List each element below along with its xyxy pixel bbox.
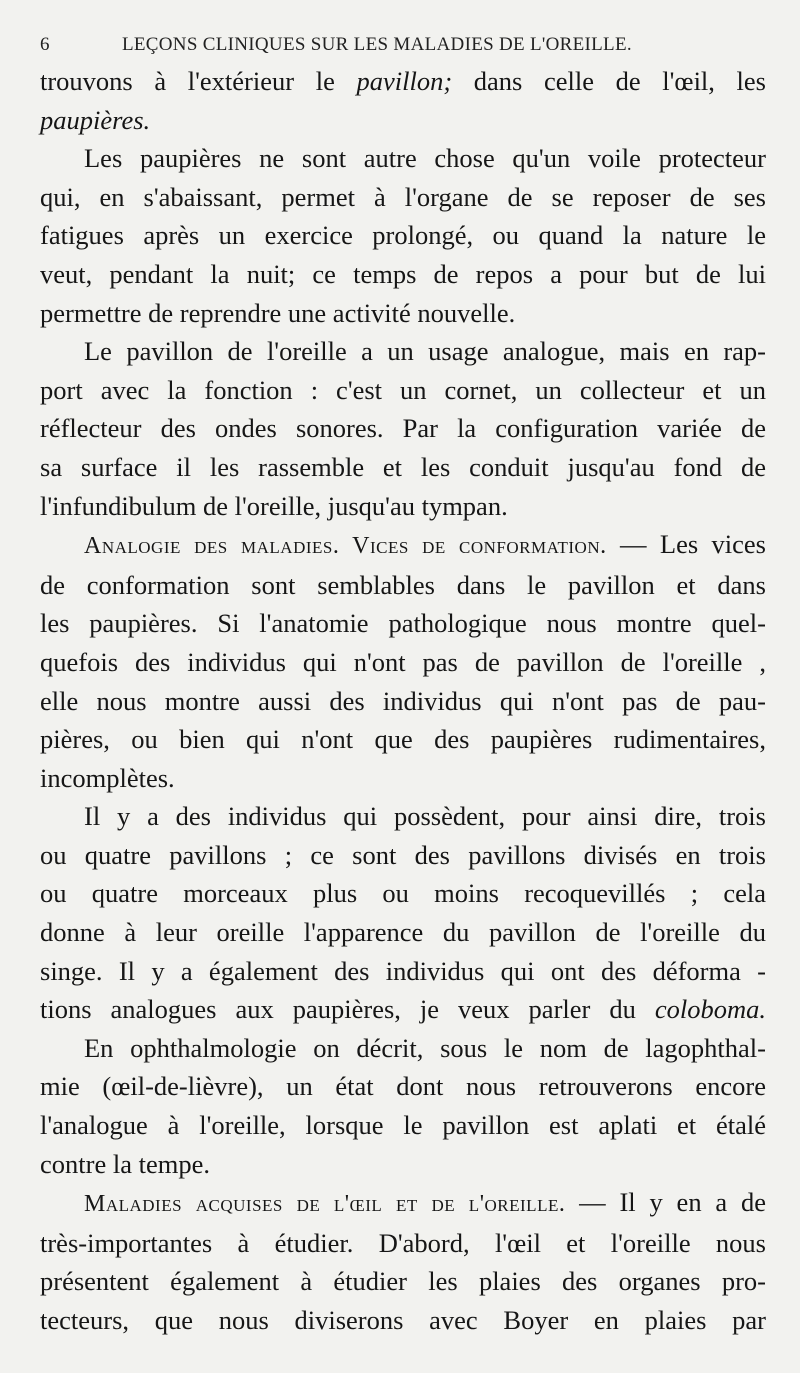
text-line: ou quatre pavillons ; ce sont des pavillons divisés en trois: [40, 839, 766, 870]
section-heading-line: Analogie des maladies. Vices de conformation. — Les vices: [84, 529, 766, 560]
text-line: tions analogues aux paupières, je veux parler du coloboma.: [40, 994, 766, 1025]
running-title: LEÇONS CLINIQUES SUR LES MALADIES DE L'OREILLE.: [122, 34, 632, 55]
text-line: l'analogue à l'oreille, lorsque le pavillon est aplati et étalé: [40, 1110, 766, 1141]
text-line: qui, en s'abaissant, permet à l'organe de se reposer de ses: [40, 181, 766, 212]
paragraph-start-line: En ophthalmologie on décrit, sous le nom de lagophthal-: [84, 1032, 766, 1063]
text-line: paupières.: [40, 104, 151, 135]
text-line: l'infundibulum de l'oreille, jusqu'au tympan.: [40, 490, 508, 521]
text-line: veut, pendant la nuit; ce temps de repos a pour but de lui: [40, 258, 766, 289]
text-line: présentent également à étudier les plaies des organes pro-: [40, 1266, 766, 1297]
body-text: [40, 62, 766, 1340]
section-heading: Analogie des maladies. Vices de conformation.: [84, 533, 607, 560]
text-line: quefois des individus qui n'ont pas de pavillon de l'oreille ,: [40, 646, 766, 677]
text-line: port avec la fonction : c'est un cornet, un collecteur et un: [40, 374, 766, 405]
page-number: 6: [40, 34, 50, 55]
paragraph-start-line: Il y a des individus qui possèdent, pour ainsi dire, trois: [84, 801, 766, 832]
text-line: trouvons à l'extérieur le pavillon; dans celle de l'œil, les: [40, 66, 766, 96]
text-line: réflecteur des ondes sonores. Par la configuration variée de: [40, 413, 766, 444]
text-line: contre la tempe.: [40, 1148, 210, 1179]
text-line: fatigues après un exercice prolongé, ou quand la nature le: [40, 220, 766, 251]
text-line: pières, ou bien qui n'ont que des paupières rudimentaires,: [40, 724, 766, 755]
text-line: elle nous montre aussi des individus qui n'ont pas de pau-: [40, 685, 766, 716]
text-line: les paupières. Si l'anatomie pathologique nous montre quel-: [40, 608, 766, 639]
text-line: permettre de reprendre une activité nouvelle.: [40, 297, 516, 328]
text-line: ou quatre morceaux plus ou moins recoquevillés ; cela: [40, 878, 766, 909]
text-line: très-importantes à étudier. D'abord, l'œil et l'oreille nous: [40, 1227, 766, 1258]
text-line: mie (œil-de-lièvre), un état dont nous retrouverons encore: [40, 1071, 766, 1102]
text-line: singe. Il y a également des individus qui ont des déforma -: [40, 955, 766, 986]
paragraph-start-line: Le pavillon de l'oreille a un usage analogue, mais en rap-: [84, 336, 766, 367]
section-heading-line: Maladies acquises de l'œil et de l'oreille. — Il y en a de: [84, 1187, 766, 1218]
text-line: incomplètes.: [40, 762, 175, 793]
paragraph-start-line: Les paupières ne sont autre chose qu'un voile protecteur: [84, 143, 766, 174]
text-line: sa surface il les rassemble et les conduit jusqu'au fond de: [40, 451, 766, 482]
section-heading: Maladies acquises de l'œil et de l'oreille.: [84, 1191, 566, 1218]
text-line: donne à leur oreille l'apparence du pavillon de l'oreille du: [40, 917, 766, 948]
running-header: [40, 34, 766, 56]
text-line: tecteurs, que nous diviserons avec Boyer en plaies par: [40, 1305, 766, 1335]
text-line: de conformation sont semblables dans le pavillon et dans: [40, 569, 766, 600]
